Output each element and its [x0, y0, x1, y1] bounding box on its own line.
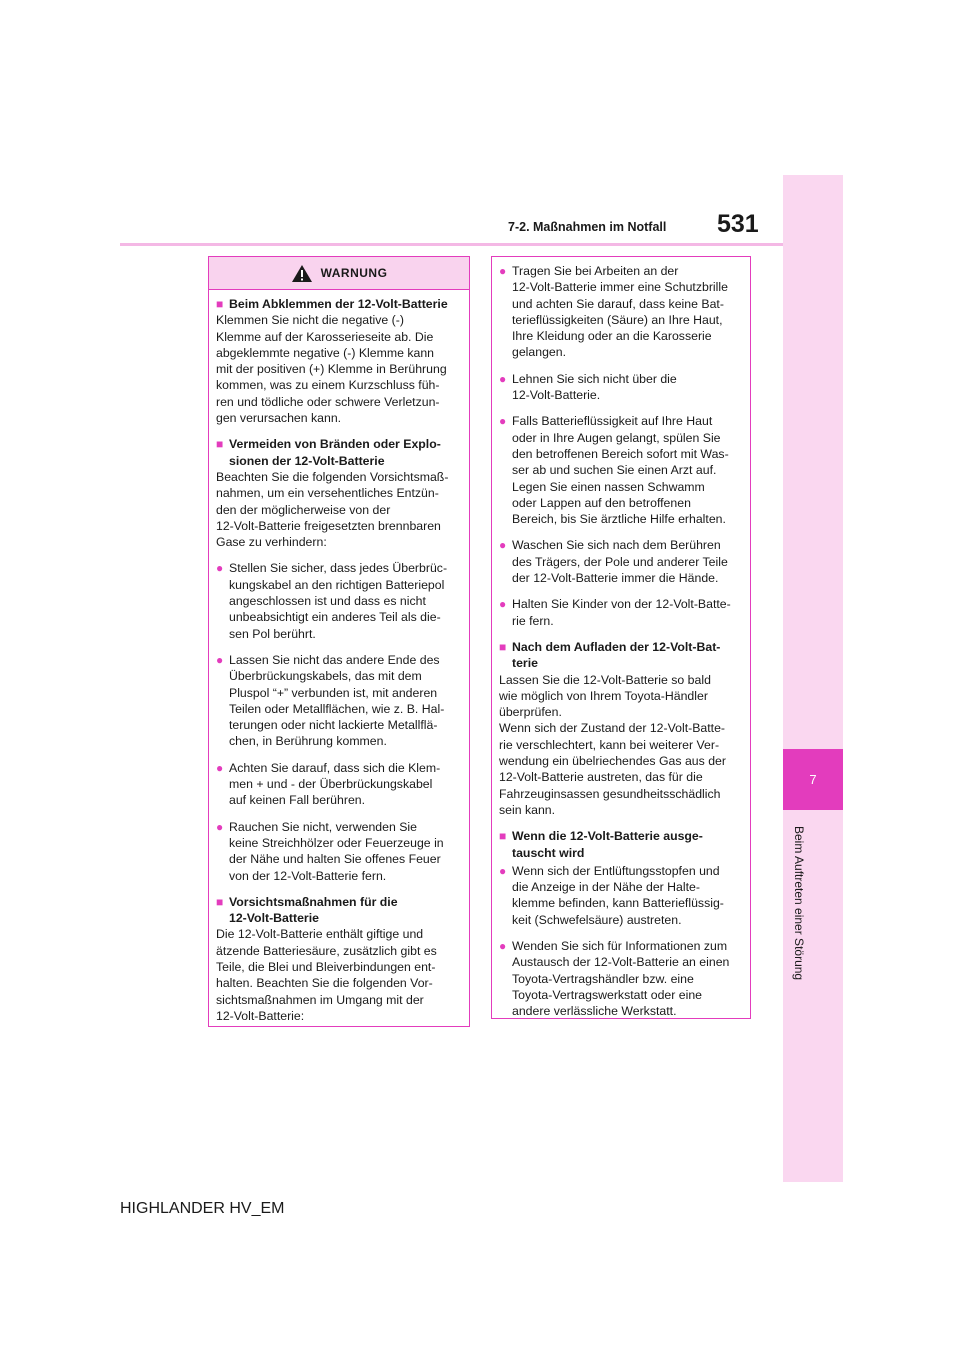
- circle-bullet-icon: ●: [216, 561, 224, 576]
- header-rule: [120, 243, 783, 246]
- bullet-item: ● Waschen Sie sich nach dem Berühren des Trägers, der Pole und anderer Teile der 12-Volt-Batterie immer die Hände.: [499, 538, 728, 586]
- warning-content-right: [499, 257, 740, 1019]
- bullet-item: ● Lassen Sie nicht das andere Ende des Überbrückungskabels, das mit dem Pluspol “+” verbunden ist, mit anderen Teilen oder Metallflächen, wie z. B. Hal- terungen oder nicht lackierte Metallflä- chen, in Berührung kommen.: [216, 652, 445, 749]
- circle-bullet-icon: ●: [499, 538, 507, 553]
- warning-box: [208, 256, 470, 1027]
- bullet-item: ● Rauchen Sie nicht, verwenden Sie keine Streichhölzer oder Feuerzeuge in der Nähe und halten Sie offenes Feuer von der 12-Volt-Batterie fern.: [216, 819, 444, 883]
- subheading: ■ Nach dem Aufladen der 12-Volt-Bat- terie: [499, 639, 721, 671]
- page-number: 531: [717, 210, 759, 238]
- bullet-item: ● Lehnen Sie sich nicht über die 12-Volt-Batterie.: [499, 371, 677, 403]
- subheading: ■ Wenn die 12-Volt-Batterie ausge- tauscht wird: [499, 829, 703, 860]
- square-bullet-icon: ■: [499, 639, 507, 654]
- chapter-number-tab: [783, 749, 843, 810]
- paragraph: Klemmen Sie nicht die negative (-) Klemme auf der Karosserieseite ab. Die abgeklemmte negative (-) Klemme kann mit der positiven (+) Klemme in Berührung kommen, was zu einem Kurzschluss füh- ren und tödliche oder schwere Verletzun- gen verursachen kann.: [216, 313, 447, 426]
- square-bullet-icon: ■: [216, 437, 224, 452]
- square-bullet-icon: ■: [499, 829, 507, 844]
- bullet-item: ● Halten Sie Kinder von der 12-Volt-Batte- rie fern.: [499, 597, 731, 628]
- warning-label: WARNUNG: [320, 266, 388, 280]
- side-tab: [783, 175, 843, 1182]
- square-bullet-icon: ■: [216, 297, 224, 311]
- bullet-item: ● Tragen Sie bei Arbeiten an der 12-Volt-Batterie immer eine Schutzbrille und achten Sie darauf, dass keine Bat- terieflüssigkeiten (Säure) an Ihre Haut, Ihre Kleidung oder an die Karosserie gelangen.: [499, 264, 728, 360]
- paragraph: Die 12-Volt-Batterie enthält giftige und ätzende Batteriesäure, zusätzlich gibt es Teile, die Blei und Bleiverbindungen ent- halten. Beachten Sie die folgenden Vor- sichtsmaßnahmen im Umgang mit der 12-Volt-Batterie:: [216, 927, 437, 1023]
- warning-box-continued: [491, 256, 751, 1019]
- warning-header: [209, 257, 469, 290]
- circle-bullet-icon: ●: [499, 597, 507, 612]
- section-heading: 7-2. Maßnahmen im Notfall: [508, 220, 667, 234]
- circle-bullet-icon: ●: [216, 760, 224, 775]
- footer-model: HIGHLANDER HV_EM: [120, 1200, 285, 1217]
- subheading: ■ Vorsichtsmaßnahmen für die 12-Volt-Batterie: [216, 894, 398, 926]
- chapter-number: 7: [809, 772, 817, 787]
- square-bullet-icon: ■: [216, 894, 224, 909]
- circle-bullet-icon: ●: [499, 938, 507, 953]
- bullet-item: ● Achten Sie darauf, dass sich die Klem- men + und - der Überbrückungskabel auf keinen Fall berühren.: [216, 760, 441, 808]
- chapter-title: Beim Auftreten einer Störung: [792, 826, 806, 981]
- circle-bullet-icon: ●: [216, 819, 224, 834]
- circle-bullet-icon: ●: [499, 264, 507, 278]
- bullet-item: ● Falls Batterieflüssigkeit auf Ihre Haut oder in Ihre Augen gelangt, spülen Sie den betroffenen Bereich sofort mit Was- ser ab und suchen Sie einen Arzt auf. Legen Sie einen nassen Schwamm oder Lappen auf den betroffenen Bereich, bis Sie ärztliche Hilfe erhalten.: [499, 414, 729, 527]
- paragraph: Beachten Sie die folgenden Vorsichtsmaß- nahmen, um ein versehentliches Entzün- den der möglicherweise von der 12-Volt-Batterie freigesetzten brennbaren Gase zu verhindern:: [216, 469, 449, 550]
- subheading: ■ Vermeiden von Bränden oder Explo- sionen der 12-Volt-Batterie: [216, 437, 441, 468]
- warning-triangle-icon: [291, 264, 313, 283]
- paragraph: Lassen Sie die 12-Volt-Batterie so bald wie möglich von Ihrem Toyota-Händler überprüfen. Wenn sich der Zustand der 12-Volt-Batte- rie verschlechtert, kann bei weiterer Ver- wendung ein übelriechendes Gas aus der 12-Volt-Batterie austreten, das für die Fahrzeuginsassen gesundheitsschädlich sein kann.: [499, 672, 726, 817]
- circle-bullet-icon: ●: [216, 652, 224, 667]
- subheading: ■ Beim Abklemmen der 12-Volt-Batterie: [216, 297, 448, 311]
- circle-bullet-icon: ●: [499, 371, 507, 386]
- circle-bullet-icon: ●: [499, 414, 507, 429]
- bullet-item: ● Stellen Sie sicher, dass jedes Überbrüc- kungskabel an den richtigen Batteriepol angeschlossen ist und dass es nicht unbeabsichtigt ein anderes Teil als die- sen Pol berührt.: [216, 561, 448, 641]
- bullet-item: ● Wenden Sie sich für Informationen zum Austausch der 12-Volt-Batterie an einen Toyota-Vertragshändler bzw. eine Toyota-Vertragswerkstatt oder eine andere verlässliche Werkstatt.: [499, 938, 730, 1019]
- warning-content-left: [216, 290, 459, 1024]
- circle-bullet-icon: ●: [499, 863, 507, 878]
- bullet-item: ● Wenn sich der Entlüftungsstopfen und die Anzeige in der Nähe der Halte- klemme befinden, kann Batterieflüssig- keit (Schwefelsäure) austreten.: [499, 863, 724, 927]
